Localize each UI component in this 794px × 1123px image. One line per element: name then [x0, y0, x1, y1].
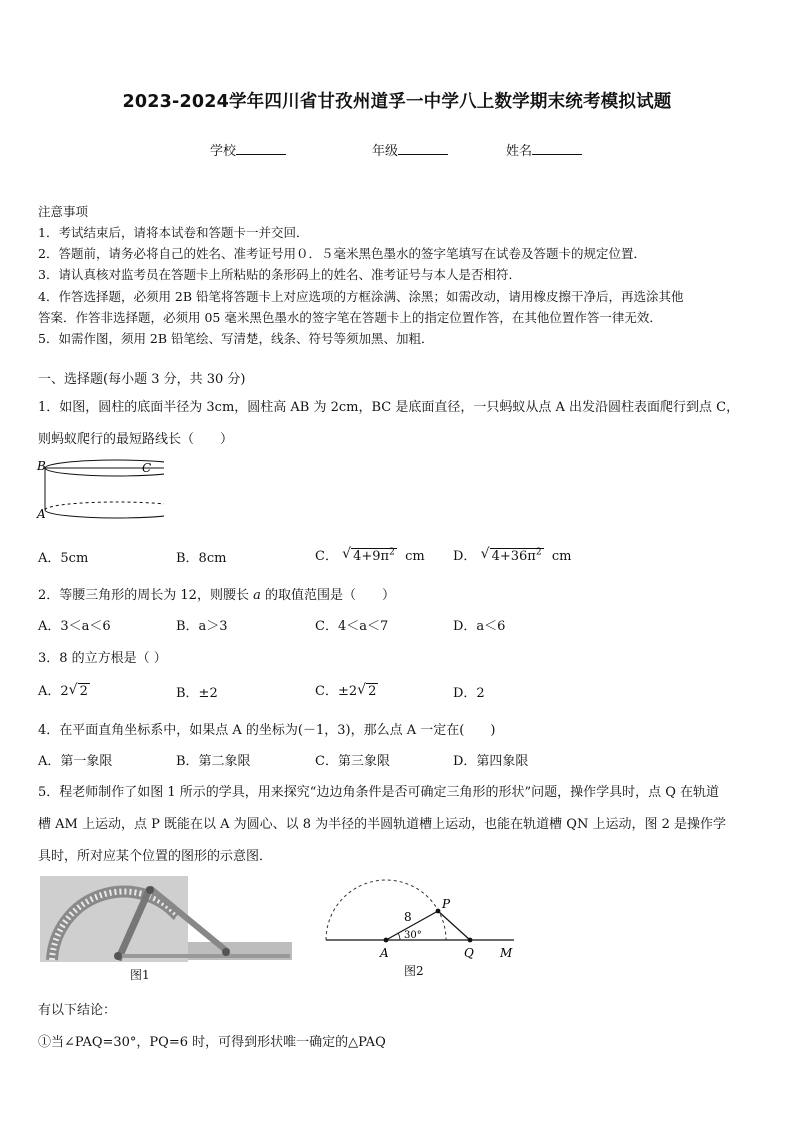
q3-option-a-label: A．2: [38, 684, 69, 699]
school-blank[interactable]: [236, 142, 286, 155]
q2-stem: [38, 584, 395, 603]
label-p: P: [442, 897, 451, 911]
conclusion-1: ①当∠PAQ=30°，PQ=6 时，可得到形状唯一确定的△PAQ: [38, 1035, 386, 1050]
q4-stem: 4．在平面直角坐标系中，如果点 A 的坐标为(－1，3)，那么点 A 一定在( ): [38, 723, 496, 738]
q3-stem: 3．8 的立方根是（ ）: [38, 651, 167, 666]
q4-option-b[interactable]: B．第二象限: [176, 754, 251, 769]
q3-option-d[interactable]: D．2: [453, 686, 485, 701]
q1-option-d[interactable]: [453, 545, 571, 564]
q2-variable: a: [253, 588, 261, 603]
sqrt-expression: √ 2: [68, 682, 88, 699]
label-length: 8: [404, 910, 412, 924]
note-item: 1．考试结束后，请将本试卷和答题卡一并交回．: [38, 225, 309, 240]
q5-stem: 5．程老师制作了如图 1 所示的学具，用来探究“边边角条件是否可确定三角形的形状”问题，操作学具时，点 Q 在轨道: [38, 785, 720, 800]
note-item: 2．答题前，请务必将自己的姓名、准考证号用０．５毫米黑色墨水的签字笔填写在试卷及答题卡的规定位置．: [38, 246, 646, 261]
segment-pq: [438, 911, 470, 940]
angle-arc: [398, 933, 400, 940]
q4-option-c[interactable]: C．第三象限: [315, 754, 390, 769]
grade-field[interactable]: [372, 140, 448, 159]
q1-option-d-label: D．: [453, 549, 477, 564]
label-a: A: [380, 946, 389, 960]
point-q: [468, 938, 473, 943]
label-a: A: [37, 507, 46, 521]
page-title: 2023-2024学年四川省甘孜州道孚一中学八上数学期末统考模拟试题: [122, 92, 672, 112]
q1-option-b[interactable]: B．8cm: [176, 551, 227, 566]
sqrt-expression: √ 2: [357, 682, 377, 699]
unit: cm: [551, 549, 572, 564]
figure-1-caption: 图1: [130, 968, 150, 982]
radicand: 2: [79, 684, 88, 699]
figure-2-diagram: [320, 874, 520, 974]
q1-stem: 则蚂蚁爬行的最短路线长（ ）: [38, 432, 234, 447]
grade-label: 年级: [372, 144, 399, 159]
radicand: 4+9π: [353, 549, 390, 564]
q5-stem: 槽 AM 上运动，点 P 既能在以 A 为圆心、以 8 为半径的半圆轨道槽上运动，也能在轨道槽 QN 上运动，图 2 是操作学: [38, 817, 726, 832]
section-heading: 一、选择题(每小题 3 分，共 30 分): [38, 372, 246, 387]
q3-option-c[interactable]: [315, 680, 378, 699]
school-field[interactable]: [210, 140, 286, 159]
sqrt-expression: √ $4+36\pi^2$: [480, 545, 542, 564]
q3-option-c-label: C．±2: [315, 684, 358, 699]
school-label: 学校: [210, 144, 237, 159]
point-a: [384, 938, 389, 943]
cylinder-bottom-back: [45, 502, 164, 510]
q1-option-a[interactable]: A．5cm: [38, 551, 89, 566]
note-item: 3．请认真核对监考员在答题卡上所粘贴的条形码上的姓名、准考证号与本人是否相符．: [38, 267, 521, 282]
q2-stem-pre: 2．等腰三角形的周长为 12，则腰长: [38, 588, 249, 603]
figure-1-photo: [40, 876, 292, 962]
exponent: 2: [535, 547, 542, 558]
q4-option-d[interactable]: D．第四象限: [453, 754, 529, 769]
q1-stem: 1．如图，圆柱的底面半径为 3cm，圆柱高 AB 为 2cm，BC 是底面直径，一只蚂蚁从点 A 出发沿圆柱表面爬行到点 C，: [38, 400, 740, 415]
figure-2-caption: 图2: [404, 964, 424, 978]
label-m: M: [500, 946, 513, 960]
cylinder-figure: [34, 454, 164, 526]
q2-option-c[interactable]: C．4＜a＜7: [315, 619, 389, 634]
note-item: 答案．作答非选择题，必须用 05 毫米黑色墨水的签字笔在答题卡上的指定位置作答，在其他位置作答一律无效．: [38, 310, 662, 325]
pivot-q: [222, 948, 230, 956]
q2-stem-post: 的取值范围是（ ）: [265, 588, 396, 603]
q1-option-c-label: C．: [315, 549, 338, 564]
name-label: 姓名: [506, 144, 533, 159]
label-q: Q: [464, 946, 474, 960]
label-b: B: [37, 459, 46, 473]
note-item: 5．如需作图，须用 2B 铅笔绘、写清楚，线条、符号等须加黑、加粗．: [38, 331, 434, 346]
note-item: 4．作答选择题，必须用 2B 铅笔将答题卡上对应选项的方框涂满、涂黑；如需改动，请用橡皮擦干净后，再选涂其他: [38, 289, 684, 304]
pivot-a: [114, 952, 122, 960]
exponent: 2: [389, 547, 395, 558]
sqrt-expression: √ $4+9\pi^2$: [342, 545, 395, 564]
grade-blank[interactable]: [398, 142, 448, 155]
q2-option-b[interactable]: B．a＞3: [176, 619, 228, 634]
name-blank[interactable]: [532, 142, 582, 155]
label-angle: 30°: [404, 930, 422, 941]
radicand: 2: [368, 684, 377, 699]
q2-option-a[interactable]: A．3＜a＜6: [38, 619, 111, 634]
pivot-p: [146, 886, 154, 894]
semicircle-track: [326, 880, 446, 940]
label-c: C: [142, 461, 152, 475]
point-p: [436, 909, 441, 914]
unit: cm: [405, 549, 425, 564]
q5-stem: 具时，所对应某个位置的图形的示意图．: [38, 849, 273, 864]
q3-option-b[interactable]: B．±2: [176, 686, 218, 701]
q1-option-c[interactable]: [315, 545, 425, 564]
name-field[interactable]: [506, 140, 582, 159]
notes-heading: 注意事项: [38, 204, 89, 219]
conclusions-heading: 有以下结论：: [38, 1003, 117, 1018]
q3-option-a[interactable]: [38, 680, 90, 699]
radicand: 4+36π: [491, 549, 536, 564]
q2-option-d[interactable]: D．a＜6: [453, 619, 506, 634]
q4-option-a[interactable]: A．第一象限: [38, 754, 113, 769]
cylinder-bottom-front: [45, 510, 164, 518]
